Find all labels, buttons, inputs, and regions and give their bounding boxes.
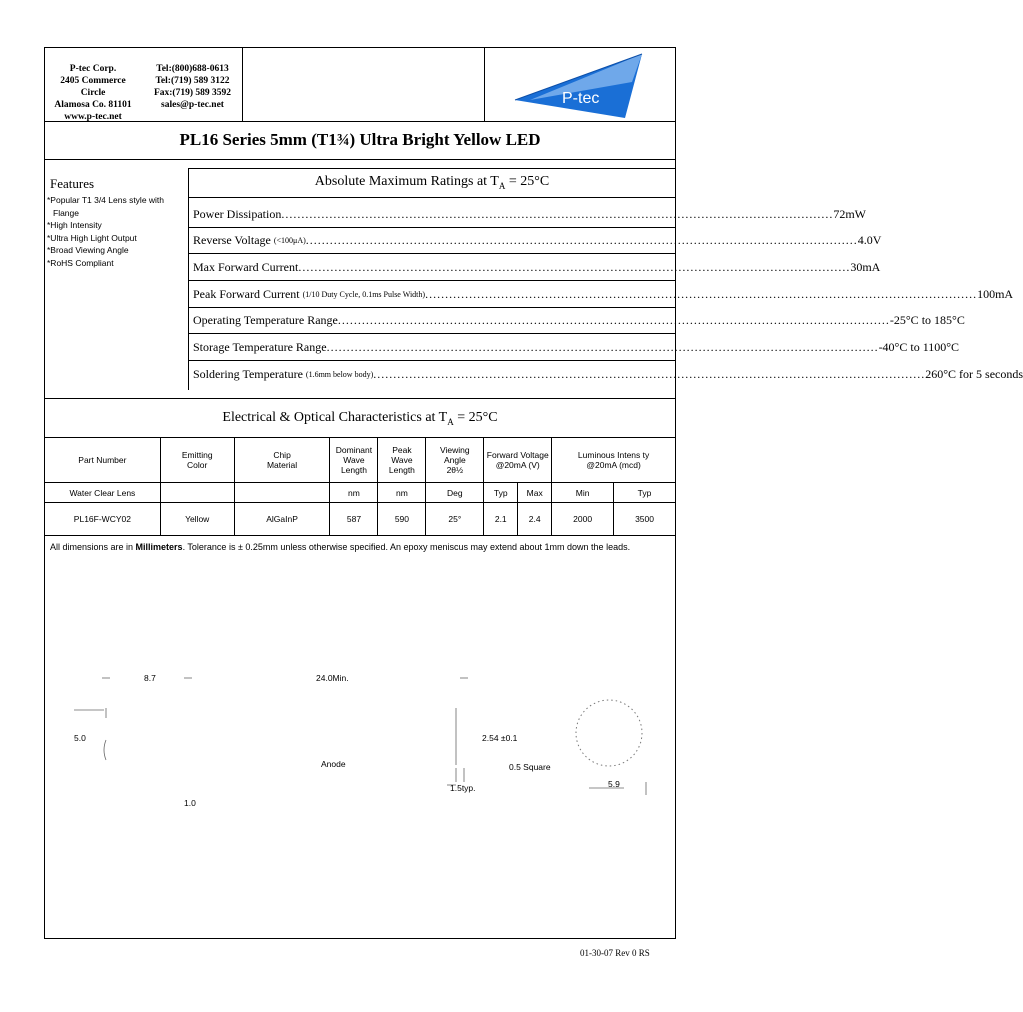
company-email[interactable]: sales@p-tec.net bbox=[161, 100, 224, 110]
company-fax: Fax:(719) 589 3592 bbox=[153, 88, 232, 98]
amr-row-soldering-temp bbox=[193, 367, 1023, 382]
amr-value: 100mA bbox=[977, 287, 1014, 301]
feature-item: *High Intensity bbox=[47, 220, 102, 231]
amr-top-rule bbox=[188, 168, 676, 169]
note-text-rest: . Tolerance is ± 0.25mm unless otherwise specified. An epoxy meniscus may extend about 1mm down the leads. bbox=[182, 542, 631, 552]
dim-2-54: 2.54 ±0.1 bbox=[482, 733, 518, 743]
amr-row-rule bbox=[188, 253, 676, 254]
amr-label: Reverse Voltage bbox=[193, 233, 271, 247]
amr-row-storage-temp bbox=[193, 340, 960, 355]
table-cell: PL16F-WCY02 bbox=[45, 503, 161, 536]
eoc-title-sub: A bbox=[447, 416, 454, 427]
amr-row-power bbox=[193, 207, 867, 222]
amr-row-peak-forward-current bbox=[193, 287, 1014, 302]
features-heading: Features bbox=[50, 176, 95, 191]
revision-footer: 01-30-07 Rev 0 RS bbox=[580, 948, 650, 958]
eoc-units-row bbox=[45, 483, 676, 503]
amr-title-sub: A bbox=[498, 180, 506, 191]
table-cell: nm bbox=[378, 483, 426, 503]
table-cell: Water Clear Lens bbox=[45, 483, 161, 503]
amr-title-text: Absolute Maximum Ratings at T bbox=[314, 174, 499, 189]
leader-dots: .......................................................................................................................................... bbox=[373, 367, 926, 381]
th-chip-material: Chip Material bbox=[234, 438, 330, 483]
th-luminous-intensity: Luminous Intens ty @20mA (mcd) bbox=[552, 438, 676, 483]
table-cell: 2.1 bbox=[484, 503, 518, 536]
amr-row-reverse-voltage bbox=[193, 233, 882, 248]
mechanical-drawing bbox=[44, 560, 676, 820]
amr-row-rule bbox=[188, 280, 676, 281]
amr-label: Operating Temperature Range bbox=[193, 313, 338, 327]
table-cell: 590 bbox=[378, 503, 426, 536]
amr-label: Soldering Temperature bbox=[193, 367, 303, 381]
feature-item: *Broad Viewing Angle bbox=[47, 245, 129, 256]
amr-row-max-forward-current bbox=[193, 260, 881, 275]
leader-dots: .......................................................................................................................................... bbox=[305, 233, 858, 247]
leader-dots: .......................................................................................................................................... bbox=[298, 260, 851, 274]
amr-label: Storage Temperature Range bbox=[193, 340, 327, 354]
amr-row-rule bbox=[188, 307, 676, 308]
note-bold: Millimeters bbox=[135, 542, 183, 552]
header-divider-1 bbox=[242, 47, 243, 121]
anode-label: Anode bbox=[321, 759, 346, 769]
leader-dots: .......................................................................................................................................... bbox=[281, 207, 834, 221]
th-dominant-wave: Dominant Wave Length bbox=[330, 438, 378, 483]
dim-1-5-typ: 1.5typ. bbox=[450, 783, 476, 793]
amr-label: Peak Forward Current bbox=[193, 287, 300, 301]
th-part-number: Part Number bbox=[45, 438, 161, 483]
table-cell: 3500 bbox=[614, 503, 676, 536]
table-cell: 2.4 bbox=[518, 503, 552, 536]
note-text: All dimensions are in bbox=[50, 542, 136, 552]
amr-value: -25°C to 185°C bbox=[889, 313, 965, 327]
table-cell bbox=[160, 483, 234, 503]
ptec-logo bbox=[510, 52, 645, 118]
eoc-title-temp: = 25°C bbox=[453, 410, 498, 425]
amr-label: Max Forward Current bbox=[193, 260, 299, 274]
amr-value: 30mA bbox=[850, 260, 881, 274]
th-forward-voltage: Forward Voltage @20mA (V) bbox=[484, 438, 552, 483]
feature-item: *RoHS Compliant bbox=[47, 257, 114, 268]
table-cell: 587 bbox=[330, 503, 378, 536]
eoc-title-text: Electrical & Optical Characteristics at T bbox=[222, 410, 448, 425]
company-name: P-tec Corp. bbox=[69, 64, 117, 74]
dim-24-min: 24.0Min. bbox=[316, 673, 349, 683]
table-cell: Yellow bbox=[160, 503, 234, 536]
dim-8-7: 8.7 bbox=[144, 673, 156, 683]
amr-value: -40°C to 1100°C bbox=[878, 340, 960, 354]
header-divider-2 bbox=[484, 47, 485, 121]
amr-title bbox=[188, 174, 676, 191]
amr-bottom-rule bbox=[44, 398, 676, 399]
amr-box bbox=[188, 168, 676, 390]
dim-5-0: 5.0 bbox=[74, 733, 86, 743]
eoc-title bbox=[44, 410, 676, 427]
table-cell: Deg bbox=[426, 483, 484, 503]
amr-row-rule bbox=[188, 227, 676, 228]
page-title: PL16 Series 5mm (T1¾) Ultra Bright Yellow LED bbox=[179, 130, 541, 149]
dim-5-9: 5.9 bbox=[608, 779, 620, 789]
amr-value: 72mW bbox=[833, 207, 867, 221]
eoc-data-row bbox=[45, 503, 676, 536]
feature-item: *Ultra High Light Output bbox=[47, 232, 137, 243]
amr-header-rule bbox=[188, 197, 676, 198]
table-cell: 2000 bbox=[552, 503, 614, 536]
dim-1-0: 1.0 bbox=[184, 798, 196, 808]
contact-block bbox=[145, 63, 240, 111]
amr-row-operating-temp bbox=[193, 313, 965, 328]
company-address1: 2405 Commerce Circle bbox=[60, 76, 126, 98]
feature-item: *Popular T1 3/4 Lens style with bbox=[47, 195, 165, 205]
table-cell: 25° bbox=[426, 503, 484, 536]
dimensions-note bbox=[50, 542, 630, 552]
amr-note: (<100μA) bbox=[273, 236, 306, 245]
logo-text: P-tec bbox=[562, 90, 600, 107]
amr-note: (1.6mm below body) bbox=[305, 370, 374, 379]
eoc-table bbox=[44, 437, 676, 536]
company-block bbox=[48, 63, 138, 123]
amr-note: (1/10 Duty Cycle, 0.1ms Pulse Width) bbox=[302, 290, 426, 299]
table-cell: Max bbox=[518, 483, 552, 503]
leader-dots: .......................................................................................................................................... bbox=[326, 340, 879, 354]
leader-dots: .......................................................................................................................................... bbox=[425, 287, 978, 301]
company-tel2: Tel:(719) 589 3122 bbox=[155, 76, 230, 86]
table-cell: Min bbox=[552, 483, 614, 503]
leader-dots: .......................................................................................................................................... bbox=[337, 313, 890, 327]
company-web[interactable]: www.p-tec.net bbox=[64, 112, 122, 122]
feature-item: Flange bbox=[53, 207, 79, 218]
dim-0-5-square: 0.5 Square bbox=[509, 762, 551, 772]
amr-label: Power Dissipation bbox=[193, 207, 282, 221]
table-cell: Typ bbox=[614, 483, 676, 503]
features-list bbox=[47, 194, 183, 270]
amr-title-temp: = 25°C bbox=[505, 174, 550, 189]
table-cell: nm bbox=[330, 483, 378, 503]
header-bottom-rule bbox=[44, 121, 676, 122]
table-cell: Typ bbox=[484, 483, 518, 503]
company-address2: Alamosa Co. 81101 bbox=[54, 100, 132, 110]
th-viewing-angle: Viewing Angle 2θ½ bbox=[426, 438, 484, 483]
amr-row-rule bbox=[188, 360, 676, 361]
amr-value: 260°C for 5 seconds bbox=[925, 367, 1023, 381]
company-tel1: Tel:(800)688-0613 bbox=[156, 64, 229, 74]
eoc-header-row bbox=[45, 438, 676, 483]
th-peak-wave: Peak Wave Length bbox=[378, 438, 426, 483]
table-cell: AlGaInP bbox=[234, 503, 330, 536]
table-cell bbox=[234, 483, 330, 503]
amr-row-rule bbox=[188, 333, 676, 334]
th-emitting-color: Emitting Color bbox=[160, 438, 234, 483]
title-bottom-rule bbox=[44, 159, 676, 160]
amr-value: 4.0V bbox=[857, 233, 882, 247]
